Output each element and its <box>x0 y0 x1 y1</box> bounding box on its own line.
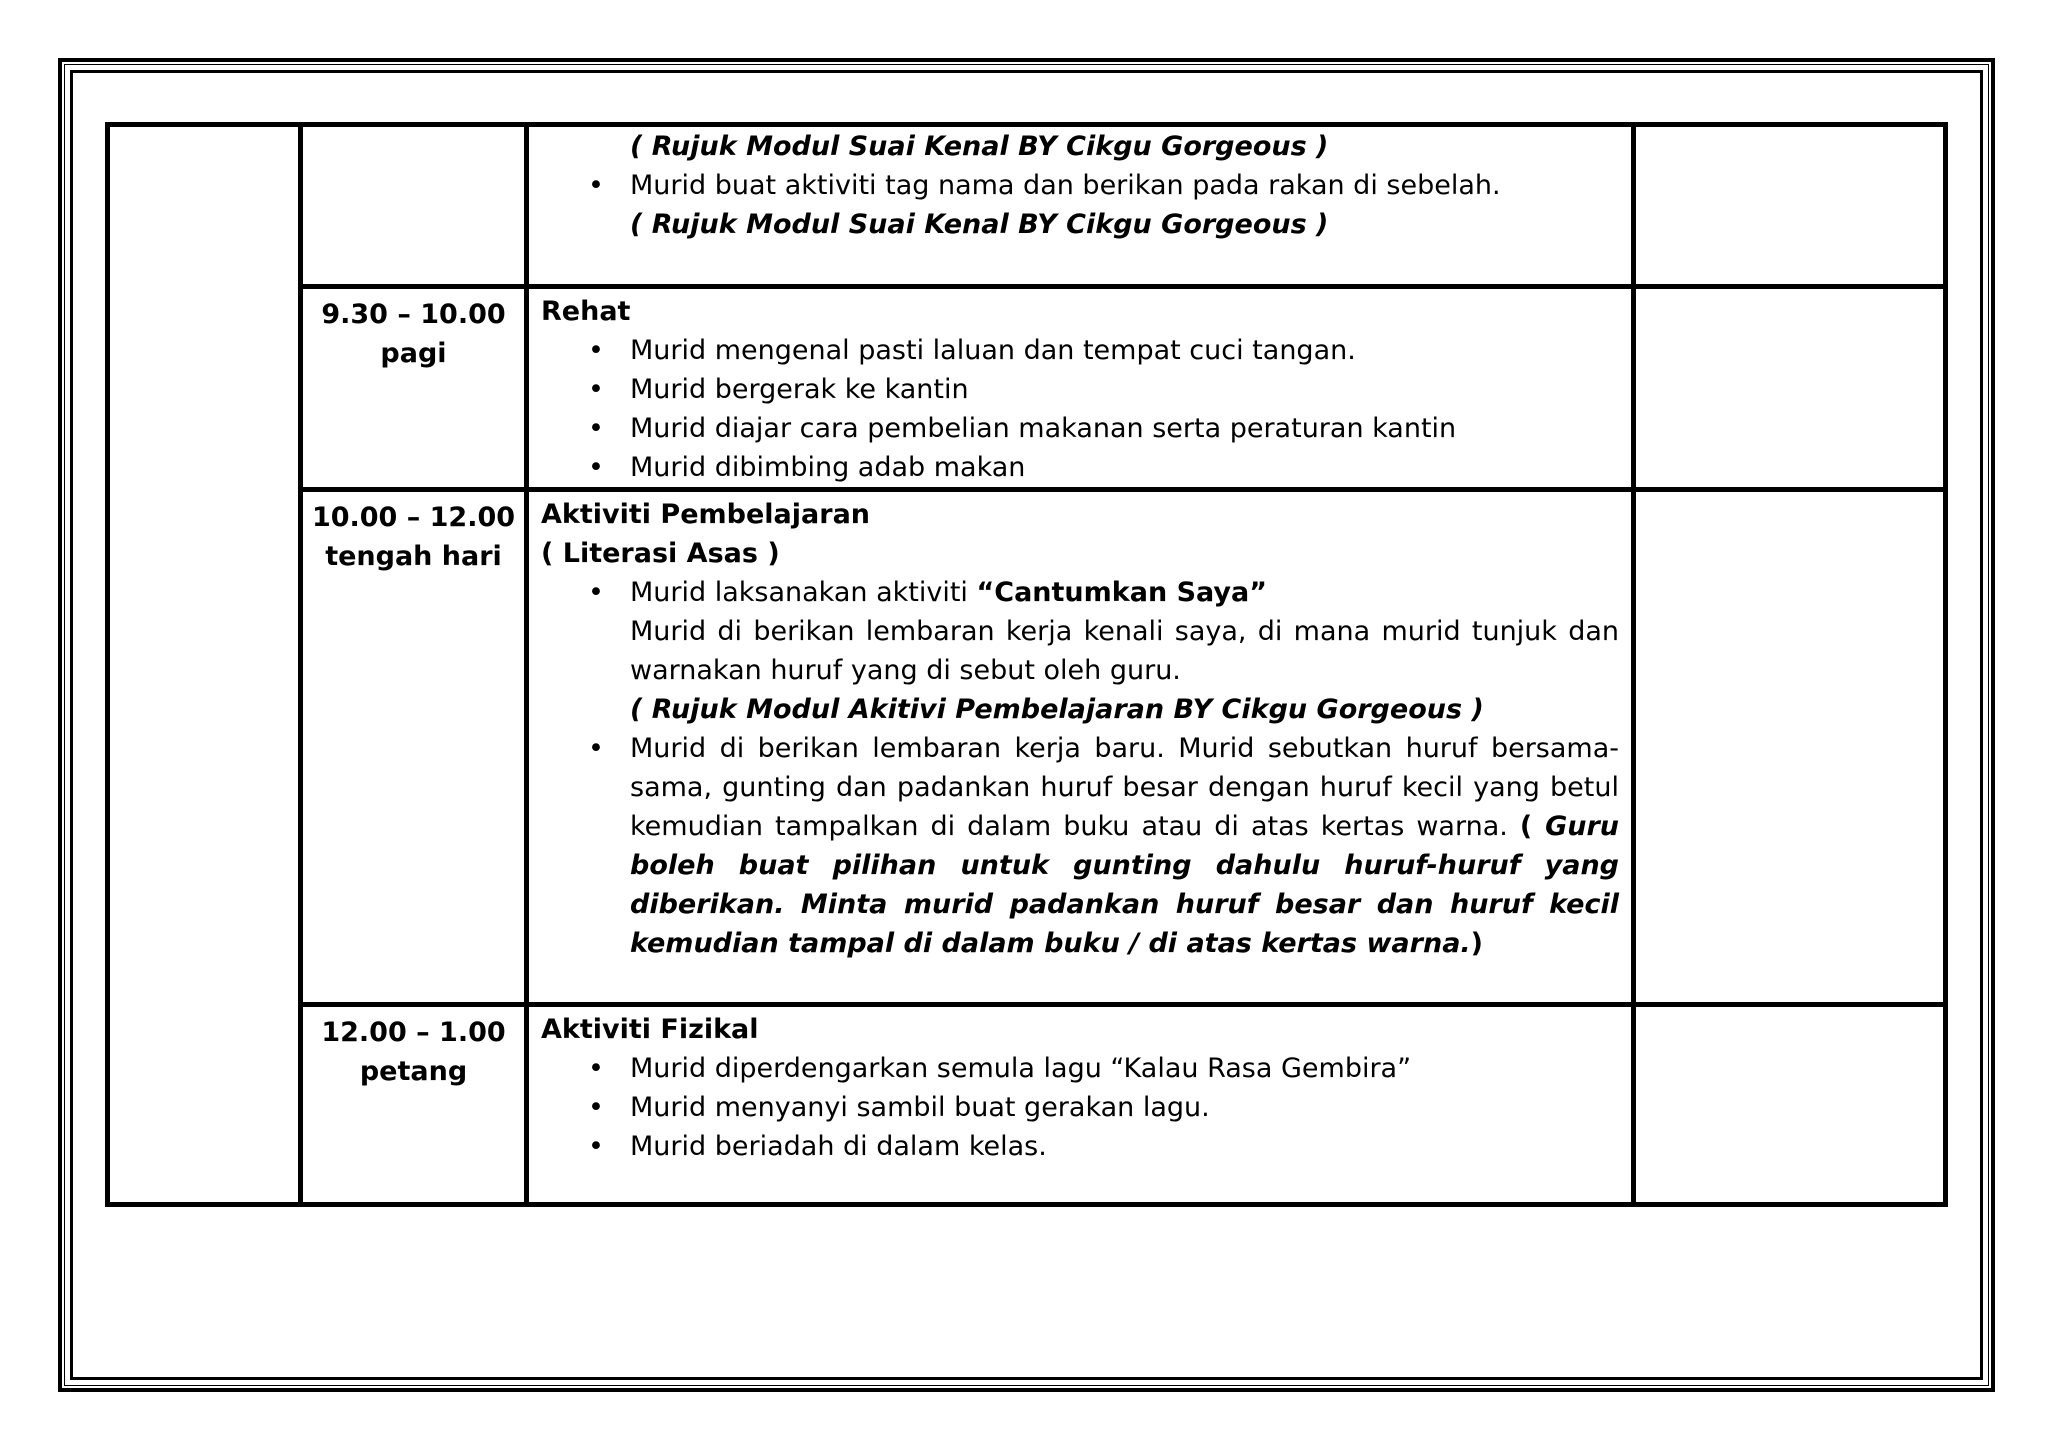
table-row <box>108 490 1946 1005</box>
list-item: • Murid dibimbing adab makan <box>630 448 1619 487</box>
time-line: 12.00 – 1.00 <box>321 1017 506 1048</box>
activity-subheading: ( Literasi Asas ) <box>541 538 780 569</box>
table-row <box>108 1005 1946 1205</box>
time-cell <box>301 490 527 1005</box>
time-cell <box>301 1005 527 1205</box>
list-item: • Murid bergerak ke kantin <box>630 370 1619 409</box>
list-item: • Murid mengenal pasti laluan dan tempat cuci tangan. <box>630 331 1619 370</box>
time-period: petang <box>359 1056 468 1087</box>
module-reference: ( Rujuk Modul Akitivi Pembelajaran BY Cikgu Gorgeous ) <box>630 694 1484 725</box>
bullet-list <box>541 1049 1619 1166</box>
bullet-list <box>541 166 1619 205</box>
list-item: • Murid diperdengarkan semula lagu “Kalau Rasa Gembira” <box>630 1049 1619 1088</box>
bullet-list <box>541 331 1619 487</box>
bullet-text: Murid di berikan lembaran kerja baru. Murid sebutkan huruf bersama-sama, gunting dan padankan huruf besar dengan huruf kecil yang betul kemudian tampalkan di dalam buku atau di atas kertas warna. <box>630 733 1619 842</box>
note-close: ) <box>1470 928 1484 959</box>
table-row <box>108 287 1946 490</box>
time-line: 10.00 – 12.00 <box>311 502 516 533</box>
list-item: • Murid diajar cara pembelian makanan serta peraturan kantin <box>630 409 1619 448</box>
time-cell <box>301 287 527 490</box>
list-item: • Murid buat aktiviti tag nama dan berikan pada rakan di sebelah. <box>630 166 1619 205</box>
list-item <box>630 573 1619 729</box>
list-item <box>630 729 1619 963</box>
time-line: 9.30 – 10.00 <box>321 299 506 330</box>
activity-name: “Cantumkan Saya” <box>976 577 1267 608</box>
bullet-list <box>541 573 1619 963</box>
list-item: • Murid menyanyi sambil buat gerakan lagu. <box>630 1088 1619 1127</box>
time-period: tengah hari <box>325 541 502 572</box>
notes-cell <box>1634 1005 1946 1205</box>
notes-cell <box>1634 490 1946 1005</box>
activity-cell <box>527 1005 1634 1205</box>
module-reference: ( Rujuk Modul Suai Kenal BY Cikgu Gorgeous ) <box>630 209 1329 240</box>
activity-heading: Rehat <box>541 296 631 327</box>
list-item: • Murid beriadah di dalam kelas. <box>630 1127 1619 1166</box>
time-period: pagi <box>380 338 447 369</box>
note-open: ( <box>1519 811 1546 842</box>
day-cell <box>108 125 301 1205</box>
notes-cell <box>1634 287 1946 490</box>
schedule-table <box>105 122 1948 1207</box>
notes-cell <box>1634 125 1946 287</box>
bullet-description: Murid di berikan lembaran kerja kenali saya, di mana murid tunjuk dan warnakan huruf yang di sebut oleh guru. <box>630 616 1619 686</box>
activity-heading: Aktiviti Pembelajaran <box>541 499 871 530</box>
time-cell <box>301 125 527 287</box>
bullet-text: Murid laksanakan aktiviti <box>630 577 977 608</box>
teacher-note: Guru boleh buat pilihan untuk gunting dahulu huruf-huruf yang diberikan. Minta murid padankan huruf besar dan huruf kecil kemudian tampal di dalam buku / di atas kertas warna. <box>630 811 1619 959</box>
activity-cell <box>527 490 1634 1005</box>
activity-cell <box>527 125 1634 287</box>
table-row <box>108 125 1946 287</box>
activity-cell <box>527 287 1634 490</box>
module-reference: ( Rujuk Modul Suai Kenal BY Cikgu Gorgeous ) <box>630 131 1329 162</box>
activity-heading: Aktiviti Fizikal <box>541 1014 759 1045</box>
